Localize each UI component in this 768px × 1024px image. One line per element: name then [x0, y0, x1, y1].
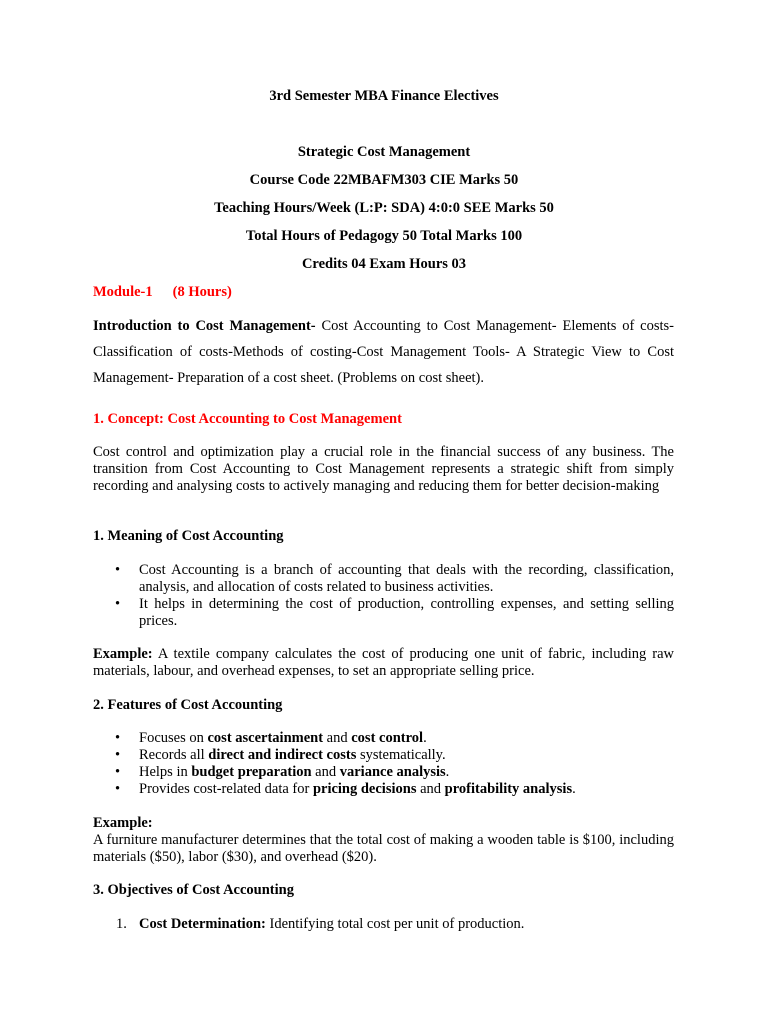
concept-paragraph: Cost control and optimization play a crucial role in the financial success of any business. The transition from Cost Accounting to Cost Management represents a strategic shift from simply recording and analysing costs to actively managing and reducing them for better decision-making [93, 444, 674, 494]
list-item: • Helps in budget preparation and variance analysis. [93, 764, 674, 781]
meaning-example [93, 646, 674, 680]
list-item: • Focuses on cost ascertainment and cost control. [93, 730, 674, 747]
intro-text: Cost Accounting to Cost Management- Elements of costs- Classification of costs-Methods of costing-Cost Management Tools- A Strategic View to Cost Management- Preparation of a cost sheet. (Problems on cost sheet). [93, 318, 675, 386]
module-label: Module-1 [93, 284, 153, 300]
module-heading [93, 284, 674, 301]
list-item: • Records all direct and indirect costs systematically. [93, 747, 674, 764]
concept-heading: 1. Concept: Cost Accounting to Cost Management [93, 411, 402, 427]
list-item: • Cost Accounting is a branch of accounting that deals with the recording, classification, analysis, and allocation of costs related to business activities. [93, 562, 674, 596]
teaching-hours-line: Teaching Hours/Week (L:P: SDA) 4:0:0 SEE Marks 50 [214, 200, 554, 216]
module-hours: (8 Hours) [172, 284, 232, 300]
features-bullet-list [93, 730, 674, 798]
semester-title: 3rd Semester MBA Finance Electives [269, 88, 499, 104]
intro-paragraph [93, 313, 674, 391]
meaning-heading: 1. Meaning of Cost Accounting [93, 528, 284, 544]
features-example-label: Example: [93, 815, 153, 831]
credits-line: Credits 04 Exam Hours 03 [301, 256, 467, 272]
example-label: Example: [93, 646, 153, 662]
course-code-line: Course Code 22MBAFM303 CIE Marks 50 [249, 172, 519, 188]
objectives-heading: 3. Objectives of Cost Accounting [93, 882, 294, 898]
objectives-list [93, 916, 674, 933]
list-item: • Provides cost-related data for pricing decisions and profitability analysis. [93, 781, 674, 798]
example-text: A textile company calculates the cost of producing one unit of fabric, including raw materials, labour, and overhead expenses, to set an appropriate selling price. [93, 646, 674, 679]
features-heading: 2. Features of Cost Accounting [93, 697, 283, 713]
list-item: • It helps in determining the cost of production, controlling expenses, and setting selling prices. [93, 596, 674, 630]
total-hours-line: Total Hours of Pedagogy 50 Total Marks 100 [245, 228, 523, 244]
list-item: 1. Cost Determination: Identifying total cost per unit of production. [116, 916, 525, 932]
intro-lead: Introduction to Cost Management- [93, 318, 316, 334]
meaning-bullet-list [93, 562, 674, 630]
features-example-text: A furniture manufacturer determines that the total cost of making a wooden table is $100, including materials ($50), labor ($30), and overhead ($20). [93, 832, 674, 865]
course-title: Strategic Cost Management [297, 144, 471, 160]
